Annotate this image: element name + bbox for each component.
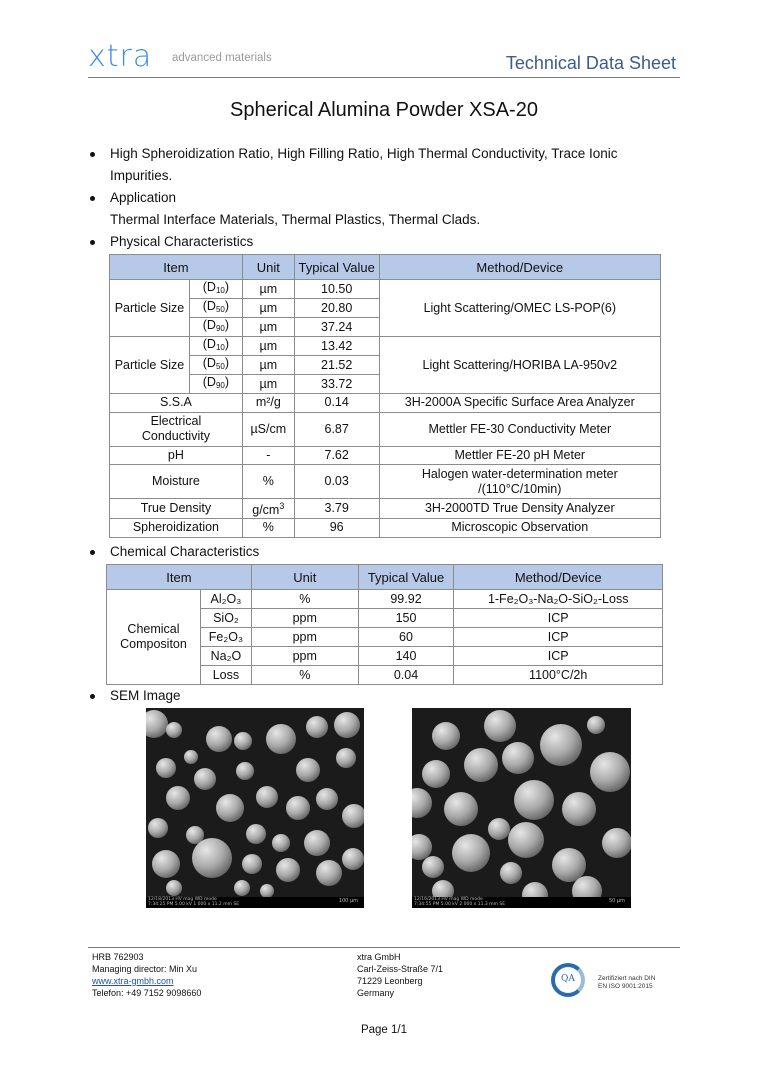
- method-cell: 3H-2000TD True Density Analyzer: [379, 499, 660, 519]
- method-cell: Light Scattering/HORIBA LA-950v2: [379, 337, 660, 394]
- col-header-value: Typical Value: [294, 255, 379, 280]
- sem-image-1000x: [146, 708, 364, 908]
- country: Germany: [357, 988, 395, 998]
- value-cell: 21.52: [294, 356, 379, 375]
- iso-certification-text: Zertifiziert nach DIN EN ISO 9001:2015: [598, 975, 656, 990]
- application-label: Application: [110, 190, 177, 205]
- footer-divider: [88, 947, 680, 948]
- method-cell: ICP: [454, 647, 663, 666]
- value-cell: 60: [358, 628, 454, 647]
- psd-param: $(D_{90})$: [189, 318, 242, 337]
- page-title: Spherical Alumina Powder XSA-20: [230, 99, 538, 121]
- street: Carl-Zeiss-Straße 7/1: [357, 964, 444, 974]
- col-header-value: Typical Value: [358, 565, 454, 590]
- value-cell: 140: [358, 647, 454, 666]
- value-cell: 96: [294, 519, 379, 538]
- unit-cell: µm: [242, 280, 294, 299]
- value-cell: 3.79: [294, 499, 379, 519]
- item-cell: S.S.A: [110, 394, 243, 413]
- company-name: xtra GmbH: [357, 952, 401, 962]
- psd-param: $(D_{50})$: [189, 299, 242, 318]
- unit-cell: µm: [242, 356, 294, 375]
- city: 71229 Leonberg: [357, 976, 423, 986]
- unit-cell: ppm: [251, 609, 358, 628]
- table-row: [110, 412, 661, 446]
- item-cell: Moisture: [110, 465, 243, 499]
- value-cell: 6.87: [294, 412, 379, 446]
- table-row: [110, 394, 661, 413]
- component-cell: Loss: [200, 666, 251, 685]
- unit-cell: µm: [242, 337, 294, 356]
- component-cell: Al₂O₃: [200, 590, 251, 609]
- value-cell: 33.72: [294, 375, 379, 394]
- method-cell: Light Scattering/OMEC LS-POP(6): [379, 280, 660, 337]
- value-cell: 0.04: [358, 666, 454, 685]
- col-header-item: Item: [107, 565, 252, 590]
- value-cell: 10.50: [294, 280, 379, 299]
- chemical-characteristics-table: [106, 564, 663, 685]
- scale-bar-label: 100 µm: [338, 898, 358, 904]
- value-cell: 7.62: [294, 446, 379, 465]
- hrb-number: HRB 762903: [92, 952, 144, 962]
- sem-image-2000x: [412, 708, 631, 908]
- page-number: Page 1/1: [360, 1024, 408, 1036]
- table-row: [110, 337, 661, 356]
- table-header-row: [110, 255, 661, 280]
- unit-cell: µm: [242, 299, 294, 318]
- method-cell: 1-Fe₂O₃-Na₂O-SiO₂-Loss: [454, 590, 663, 609]
- table-row: [110, 499, 661, 519]
- item-cell: pH: [110, 446, 243, 465]
- bullet-physical: [90, 231, 660, 253]
- method-cell: Microscopic Observation: [379, 519, 660, 538]
- psd-param: $(D_{10})$: [189, 280, 242, 299]
- unit-cell: %: [251, 590, 358, 609]
- table-header-row: [107, 565, 663, 590]
- bullet-chemical: [90, 541, 660, 563]
- value-cell: 0.14: [294, 394, 379, 413]
- col-header-unit: Unit: [251, 565, 358, 590]
- table-row: [107, 590, 663, 609]
- bullet-dot-icon: [90, 152, 95, 157]
- qa-certification-badge-icon: QA: [551, 963, 585, 997]
- value-cell: 0.03: [294, 465, 379, 499]
- unit-cell: µm: [242, 318, 294, 337]
- unit-cell: m²/g: [242, 394, 294, 413]
- unit-cell: %: [242, 519, 294, 538]
- physical-characteristics-table: [109, 254, 661, 538]
- sem-info-bar: 12/18/2013 HV mag WD mode 7:34:25 PM 5.00 kV 1 000 x 11.2 mm SE 100 µm: [146, 897, 364, 908]
- bullet-dot-icon: [90, 550, 95, 555]
- item-cell: Electrical Conductivity: [110, 412, 243, 446]
- managing-director: Managing director: Min Xu: [92, 964, 198, 974]
- website-link[interactable]: www.xtra-gmbh.com: [92, 976, 174, 986]
- col-header-method: Method/Device: [379, 255, 660, 280]
- bullet-features: [90, 143, 660, 187]
- value-cell: 99.92: [358, 590, 454, 609]
- value-cell: 37.24: [294, 318, 379, 337]
- item-cell: Spheroidization: [110, 519, 243, 538]
- component-cell: Na₂O: [200, 647, 251, 666]
- method-cell: Mettler FE-30 Conductivity Meter: [379, 412, 660, 446]
- page-header: [88, 40, 680, 78]
- bullet-application: [90, 187, 660, 231]
- psd2-label: Particle Size: [110, 337, 190, 394]
- sem-info-bar: 12/16/2013 HV mag WD mode 7:34:55 PM 5.00 kV 2 000 x 11.3 mm SE 50 µm: [412, 897, 631, 908]
- bullet-dot-icon: [90, 196, 95, 201]
- component-cell: SiO₂: [200, 609, 251, 628]
- method-cell: ICP: [454, 609, 663, 628]
- footer-address: [357, 951, 443, 999]
- col-header-method: Method/Device: [454, 565, 663, 590]
- bullet-dot-icon: [90, 694, 95, 699]
- application-text: Thermal Interface Materials, Thermal Plastics, Thermal Clads.: [110, 212, 481, 227]
- unit-cell: -: [242, 446, 294, 465]
- unit-cell: ppm: [251, 647, 358, 666]
- physical-characteristics-label: Physical Characteristics: [110, 234, 254, 249]
- table-row: [110, 519, 661, 538]
- footer-company-registration: [92, 951, 201, 999]
- unit-cell: $g/cm^3$: [242, 499, 294, 519]
- chemical-characteristics-label: Chemical Characteristics: [110, 544, 260, 559]
- bullet-sem: [90, 685, 390, 707]
- method-cell: 3H-2000A Specific Surface Area Analyzer: [379, 394, 660, 413]
- psd-param: $(D_{10})$: [189, 337, 242, 356]
- table-row: [110, 446, 661, 465]
- component-cell: Fe₂O₃: [200, 628, 251, 647]
- document-type-heading: Technical Data Sheet: [505, 53, 676, 73]
- table-row: [110, 280, 661, 299]
- method-cell: Mettler FE-20 pH Meter: [379, 446, 660, 465]
- method-cell: ICP: [454, 628, 663, 647]
- value-cell: 150: [358, 609, 454, 628]
- unit-cell: µS/cm: [242, 412, 294, 446]
- method-cell: 1100°C/2h: [454, 666, 663, 685]
- logo-tagline: advanced materials: [172, 52, 272, 64]
- chemical-composition-label: Chemical Compositon: [107, 590, 201, 685]
- psd1-label: Particle Size: [110, 280, 190, 337]
- sem-image-label: SEM Image: [110, 688, 181, 703]
- col-header-unit: Unit: [242, 255, 294, 280]
- psd-param: $(D_{50})$: [189, 356, 242, 375]
- xtra-logo: xtra: [88, 39, 153, 74]
- value-cell: 13.42: [294, 337, 379, 356]
- unit-cell: µm: [242, 375, 294, 394]
- method-cell: Halogen water-determination meter /(110°C/10min): [379, 465, 660, 499]
- unit-cell: %: [242, 465, 294, 499]
- bullet-dot-icon: [90, 240, 95, 245]
- unit-cell: %: [251, 666, 358, 685]
- scale-bar-label: 50 µm: [608, 898, 625, 904]
- psd-param: $(D_{90})$: [189, 375, 242, 394]
- phone-number: Telefon: +49 7152 9098660: [92, 988, 202, 998]
- features-text: High Spheroidization Ratio, High Filling Ratio, High Thermal Conductivity, Trace Ionic Impurities.: [110, 146, 618, 183]
- value-cell: 20.80: [294, 299, 379, 318]
- item-cell: True Density: [110, 499, 243, 519]
- table-row: [110, 465, 661, 499]
- unit-cell: ppm: [251, 628, 358, 647]
- col-header-item: Item: [110, 255, 243, 280]
